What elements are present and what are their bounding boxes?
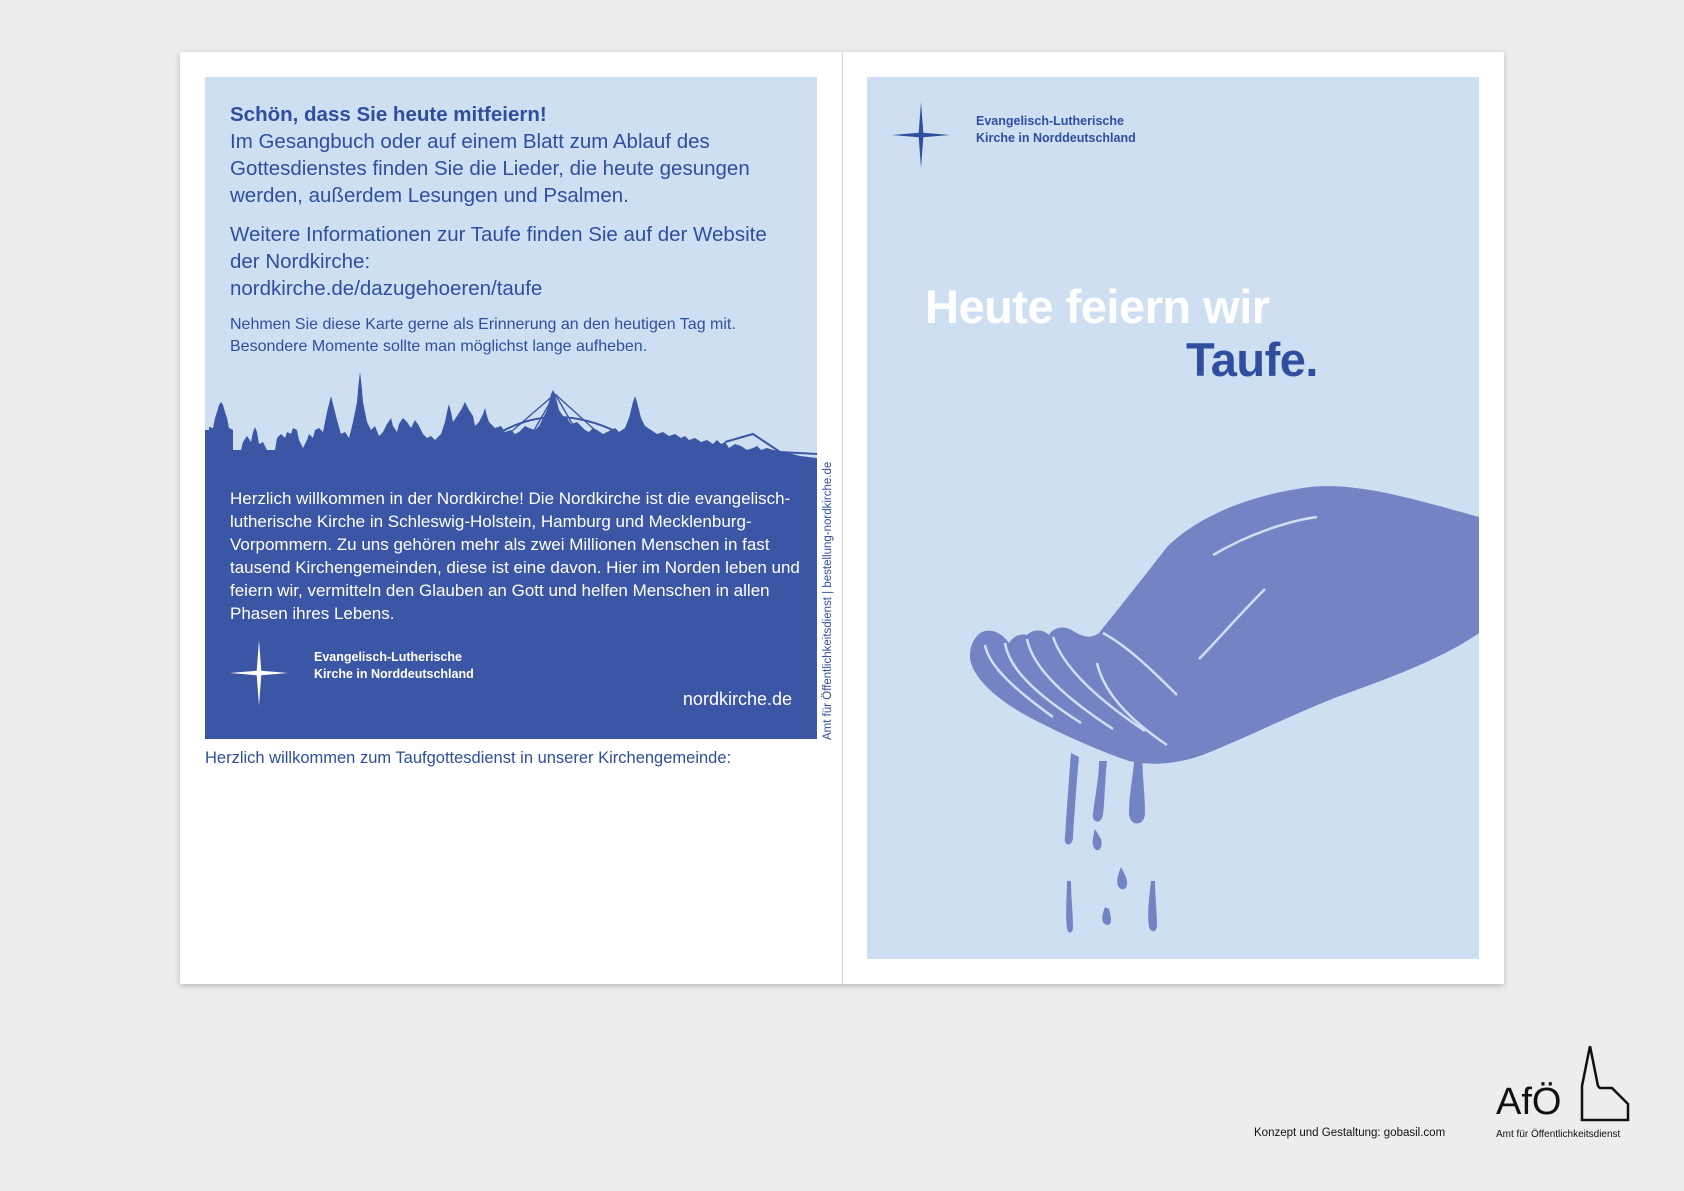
church-logo-text <box>314 649 474 683</box>
welcome-text: Herzlich willkommen in der Nordkirche! Die Nordkirche ist die evangelisch-lutherische Kirche in Schleswig-Holstein, Hamburg und Mecklenburg-Vorpommern. Zu uns gehören mehr als zwei Millionen Menschen in fast tausend Kirchengemeinden, diese ist eine davon. Hier im Norden leben und feiern wir, vermitteln den Glauben an Gott und helfen Menschen in allen Phasen ihres Lebens. <box>230 489 800 623</box>
logo-line-2: Kirche in Norddeutschland <box>314 667 474 681</box>
city-skyline-illustration <box>205 372 817 474</box>
cover-headline-line-1: Heute feiern wir <box>925 280 1270 333</box>
afo-caption: Amt für Öffentlichkeitsdienst <box>1496 1129 1621 1140</box>
intro-headline: Schön, dass Sie heute mitfeiern! <box>230 103 547 126</box>
info-paragraph <box>230 221 795 302</box>
intro-section <box>230 101 795 357</box>
keepsake-text <box>230 314 795 357</box>
website-link[interactable]: nordkirche.de <box>682 689 792 709</box>
welcome-block <box>205 473 817 739</box>
logo-line-1: Evangelisch-Lutherische <box>976 114 1124 128</box>
info-text: Weitere Informationen zur Taufe finden Sie auf der Website der Nordkirche: <box>230 223 767 273</box>
logo-line-2: Kirche in Norddeutschland <box>976 131 1136 145</box>
intro-text: Im Gesangbuch oder auf einem Blatt zum Ablauf des Gottesdienstes finden Sie die Lieder, die heute gesungen werden, außerdem Lesungen und Psalmen. <box>230 130 750 207</box>
folded-card-sheet <box>180 52 1504 984</box>
inside-card-panel <box>205 77 817 739</box>
info-url: nordkirche.de/dazugehoeren/taufe <box>230 277 543 300</box>
design-credit: Konzept und Gestaltung: gobasil.com <box>1254 1127 1446 1139</box>
keepsake-line-2: Besondere Momente sollte man möglichst lange aufheben. <box>230 337 648 355</box>
four-pointed-star-cross-icon <box>230 640 288 706</box>
logo-line-1: Evangelisch-Lutherische <box>314 650 462 664</box>
fold-line <box>842 52 843 984</box>
cover-card-panel <box>867 77 1479 959</box>
vertical-credit: Amt für Öffentlichkeitsdienst | bestellung-nordkirche.de <box>822 461 834 740</box>
keepsake-line-1: Nehmen Sie diese Karte gerne als Erinnerung an den heutigen Tag mit. <box>230 316 736 333</box>
below-card-text: Herzlich willkommen zum Taufgottesdienst in unserer Kirchengemeinde: <box>205 749 732 767</box>
cupped-hand-with-water-drops-illustration <box>867 77 1479 959</box>
afo-logo-text: AfÖ <box>1496 1081 1562 1123</box>
cover-headline-line-2: Taufe. <box>1186 333 1318 386</box>
afo-church-outline-logo <box>1494 1046 1634 1126</box>
